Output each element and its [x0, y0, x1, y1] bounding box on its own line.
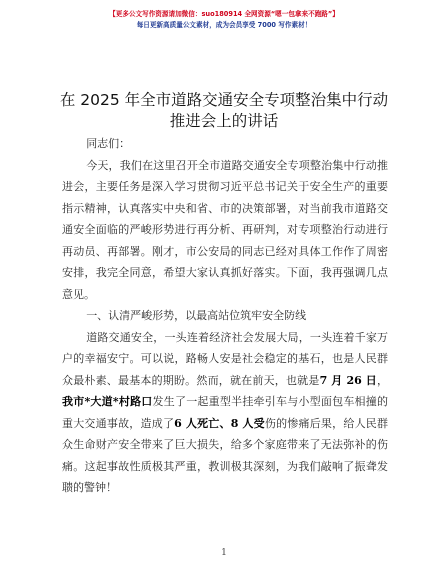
- section-heading-1: 一、认清严峻形势，以最高站位筑牢安全防线: [86, 309, 307, 322]
- paragraph-text: 发生了一起重型半挂牵引车与小型面包车相撞的重大交通事故，造成了: [62, 395, 389, 430]
- promo-banner-line2: 每日更新高质量公文素材，成为会员享受 7000 写作素材！: [136, 21, 312, 29]
- paragraph-text: ，: [377, 373, 389, 387]
- document-title-line1: 在 2025 年全市道路交通安全专项整治集中行动: [59, 91, 389, 109]
- document-body: [62, 133, 388, 499]
- accident-date: 7 月 26 日: [319, 373, 378, 387]
- paragraph-text: 伤的惨痛后果，给人民群众生命财产安全带来了巨大损失，给多个家庭带来了无法弥补的伤痛。这起事故性质极其严重，教训极其深刻，为我们敲响了振聋发聩的警钟！: [62, 416, 389, 494]
- accident-location: 我市*大道*村路口: [62, 395, 153, 408]
- paragraph-situation: [62, 327, 388, 499]
- document-title-line2: 推进会上的讲话: [169, 112, 279, 130]
- paragraph-text: 道路交通安全，一头连着经济社会发展大局，一头连着千家万户的幸福安宁。可以说，路畅人安是社会稳定的基石，也是人民群众最朴素、最基本的期盼。然而，就在前天，也就是: [62, 330, 388, 387]
- paragraph-intro: 今天，我们在这里召开全市道路交通安全专项整治集中行动推进会，主要任务是深入学习贯彻习近平总书记关于安全生产的重要指示精神，认真落实中央和省、市的决策部署，对当前我市道路交通安全面临的严峻形势进行再分析、再研判，对专项整治行动进行再动员、再部署。刚才，市公安局的同志已经对具体工作作了周密安排，我完全同意，希望大家认真抓好落实。下面，我再强调几点意见。: [62, 158, 388, 301]
- page-number: 1: [221, 548, 227, 558]
- salutation: 同志们：: [86, 137, 131, 150]
- promo-banner-line1: 【更多公文写作资源请加微信：suo180914 全网资源“嗯一包拿来不跑路”】: [109, 10, 339, 18]
- casualty-count: 6 人死亡、8 人受: [174, 416, 265, 430]
